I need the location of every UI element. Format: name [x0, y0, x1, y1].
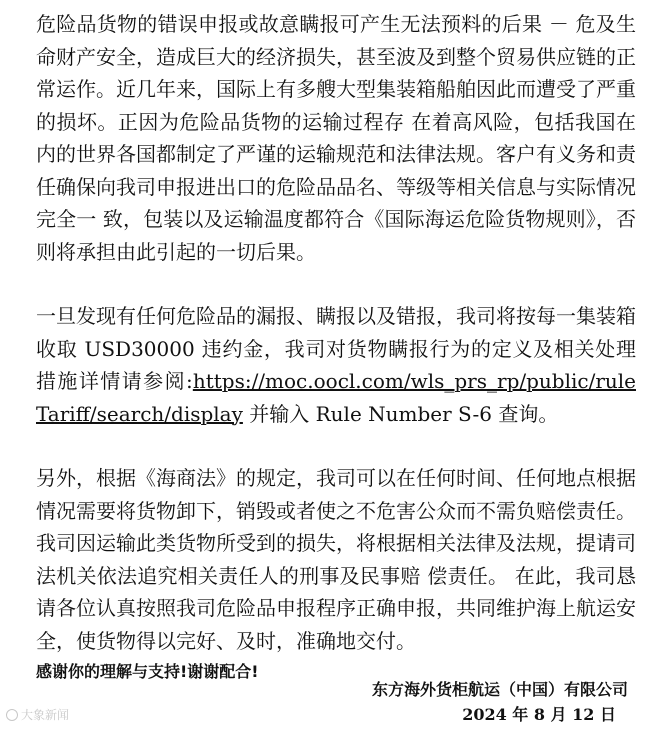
notice-document	[36, 8, 636, 685]
penalty-text: 一旦发现有任何危险品的漏报、瞒报以及错报，我司将按每一集装箱收取 USD30000 违约金，我司对货物瞒报行为的定义及相关处理措施详情请参阅:	[36, 304, 636, 393]
paragraph-penalty	[36, 300, 636, 430]
company-name: 东方海外货柜航运（中国）有限公司	[371, 680, 628, 699]
signature-date: 2024 年 8 月 12 日	[462, 705, 616, 724]
paragraph-risk-warning: 危险品货物的错误申报或故意瞒报可产生无法预料的后果 － 危及生命财产安全，造成巨大的经济损失，甚至波及到整个贸易供应链的正常运作。近几年来，国际上有多艘大型集装箱船舶因此而遭受了严重的损坏。正因为危险品货物的运输过程存 在着高风险，包括我国在内的世界各国都制定了严谨的运输规范和法律法规。客户有义务和责任确保向我司申报进出口的危险品品名、等级等相关信息与实际情况完全一 致，包装以及运输温度都符合《国际海运危险货物规则》，否则将承担由此引起的一切后果。	[36, 12, 636, 264]
paragraph-spacer	[36, 268, 636, 300]
paragraph-maritime-law: 另外，根据《海商法》的规定，我司可以在任何时间、任何地点根据情况需要将货物卸下，销毁或者使之不危害公众而不需负赔偿责任。我司因运输此类货物所受到的损失，将根据相关法律及法规，提请司法机关依法追究相关责任人的刑事及民事赔 偿责任。 在此，我司恳请各位认真按照我司危险品申报程序正确申报，共同维护海上航运安全，使货物得以完好、及时，准确地交付。	[36, 466, 636, 653]
watermark	[6, 706, 69, 723]
rule-tariff-link[interactable]: https://moc.oocl.com/wls_prs_rp/public/ruleTariff/search/display	[36, 369, 636, 426]
penalty-text-after: 并输入 Rule Number S-6 查询。	[242, 401, 559, 426]
watermark-text: 大象新闻	[21, 708, 70, 722]
paragraph-spacer	[36, 430, 636, 462]
thanks-line: 感谢你的理解与支持!谢谢配合!	[36, 662, 259, 681]
watermark-logo-icon	[6, 709, 18, 721]
